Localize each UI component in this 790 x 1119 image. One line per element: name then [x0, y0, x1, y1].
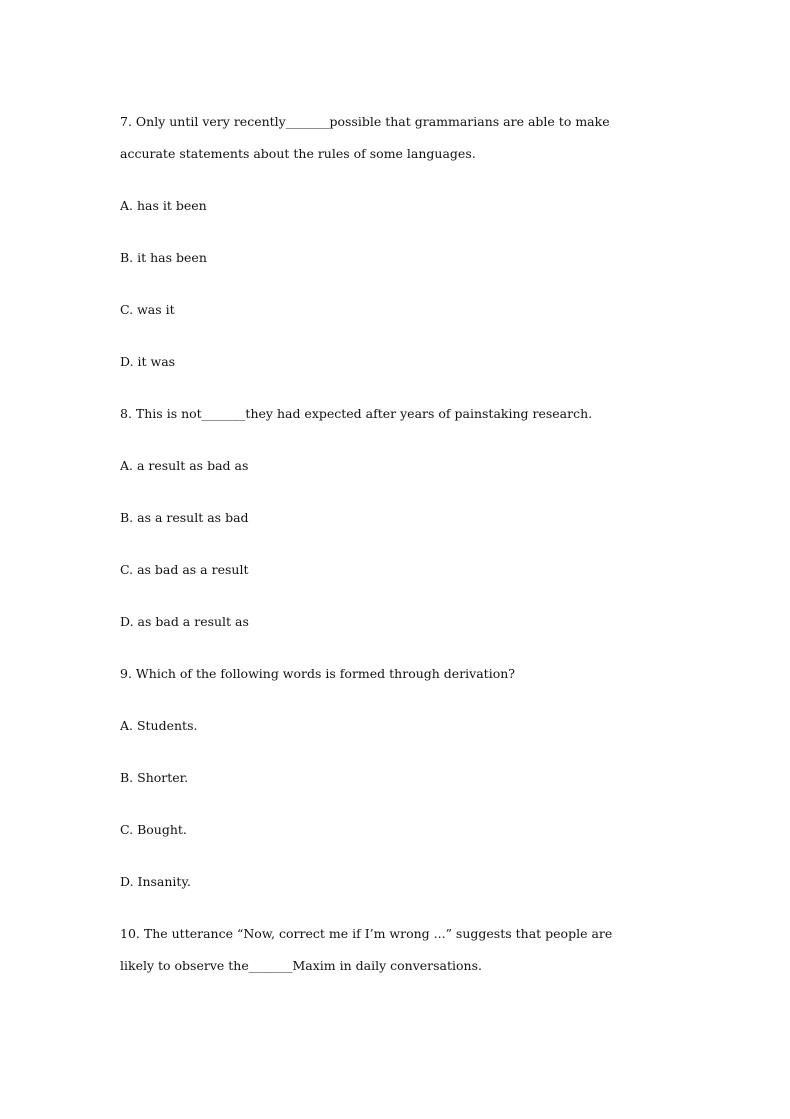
question-7-stem-line-1: [120, 114, 610, 130]
question-7-number: 7.: [120, 114, 132, 129]
question-10-stem-line-2: likely to observe the_______Maxim in daily conversations.: [120, 958, 482, 973]
question-8-number: 8.: [120, 406, 132, 421]
question-9-option-a: A. Students.: [120, 718, 198, 733]
question-7-option-c: C. was it: [120, 302, 175, 317]
question-9-option-c: C. Bought.: [120, 822, 187, 837]
question-7-option-a: A. has it been: [120, 198, 207, 213]
question-10-number: 10.: [120, 926, 140, 941]
question-8-stem: [120, 406, 592, 422]
question-8-option-b: B. as a result as bad: [120, 510, 249, 525]
question-8-option-c: C. as bad as a result: [120, 562, 249, 577]
question-7-option-b: B. it has been: [120, 250, 207, 265]
question-7-option-d: D. it was: [120, 354, 176, 369]
question-9-option-b: B. Shorter.: [120, 770, 189, 785]
question-9-option-d: D. Insanity.: [120, 874, 191, 889]
question-9-stem: [120, 666, 515, 682]
question-8-option-a: A. a result as bad as: [120, 458, 249, 473]
question-7-text: Only until very recently_______possible that grammarians are able to make: [135, 114, 610, 129]
question-9-text: Which of the following words is formed through derivation?: [135, 666, 515, 681]
question-8-text: This is not_______they had expected after years of painstaking research.: [135, 406, 593, 421]
question-10-stem-line-1: [120, 926, 612, 942]
question-10-text: The utterance “Now, correct me if I’m wrong ...” suggests that people are: [143, 926, 613, 941]
question-9-number: 9.: [120, 666, 132, 681]
question-7-stem-line-2: accurate statements about the rules of some languages.: [120, 146, 476, 161]
question-8-option-d: D. as bad a result as: [120, 614, 249, 629]
